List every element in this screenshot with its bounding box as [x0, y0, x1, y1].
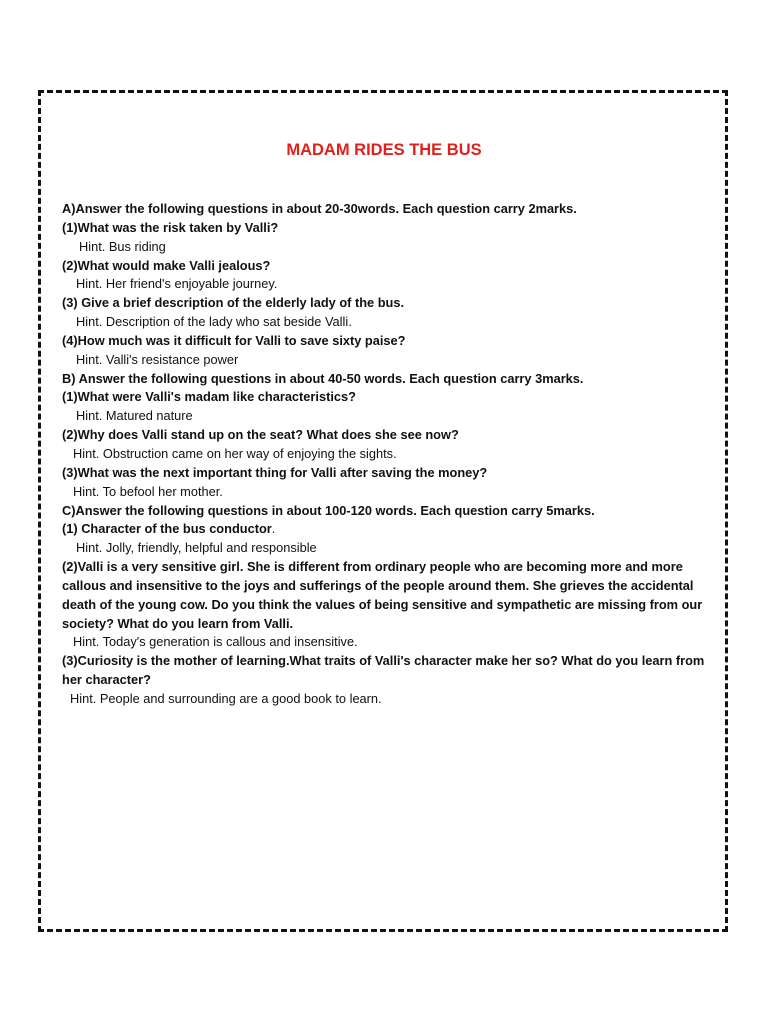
question-text: C)Answer the following questions in about 100-120 words. Each question carry 5marks.: [62, 502, 595, 518]
hint-line: [62, 407, 712, 426]
hint-line: [62, 633, 712, 652]
question-text: B) Answer the following questions in about 40-50 words. Each question carry 3marks.: [62, 370, 584, 386]
question-text: (1) Character of the bus conductor: [62, 521, 272, 537]
question-text: (1)What was the risk taken by Valli?: [62, 219, 279, 235]
punctuation: .: [271, 521, 276, 537]
question-line: [62, 200, 712, 219]
question-line: [62, 558, 712, 633]
hint-line: [62, 238, 712, 257]
hint-line: [62, 445, 712, 464]
question-text: (2)Valli is a very sensitive girl. She is different from ordinary people who are becoming more and more callous and insensitive to the joys and sufferings of the people around them. She grieves the accidental death of the young cow. Do you think the values of being sensitive and sympathetic are missing from our society? What do you learn from Valli.: [62, 559, 703, 631]
question-line: [62, 370, 712, 389]
question-text: (4)How much was it difficult for Valli to save sixty paise?: [62, 332, 406, 348]
question-text: (2)Why does Valli stand up on the seat? What does she see now?: [62, 427, 459, 443]
question-text: (3)Curiosity is the mother of learning.What traits of Valli's character make her so? What do you learn from her character?: [62, 653, 705, 688]
question-line: [62, 652, 712, 690]
question-line: [62, 257, 712, 276]
question-text: (2)What would make Valli jealous?: [62, 257, 271, 273]
hint-line: [62, 313, 712, 332]
hint-text: Hint. Bus riding: [79, 238, 166, 254]
question-line: [62, 426, 712, 445]
hint-text: Hint. People and surrounding are a good book to learn.: [70, 690, 382, 706]
question-line: [62, 332, 712, 351]
question-line: [62, 294, 712, 313]
hint-line: [62, 351, 712, 370]
question-text: (1)What were Valli's madam like characteristics?: [62, 389, 356, 405]
hint-text: Hint. Valli's resistance power: [76, 351, 239, 367]
question-text: A)Answer the following questions in about 20-30words. Each question carry 2marks.: [62, 201, 577, 216]
hint-line: [62, 483, 712, 502]
hint-line: [62, 275, 712, 294]
hint-text: Hint. Matured nature: [76, 408, 193, 424]
question-text: (3)What was the next important thing for Valli after saving the money?: [62, 464, 488, 480]
hint-line: [62, 539, 712, 558]
hint-text: Hint. Description of the lady who sat beside Valli.: [76, 314, 352, 330]
hint-line: [62, 690, 712, 709]
worksheet-content: [62, 200, 712, 709]
hint-text: Hint. Today's generation is callous and insensitive.: [73, 634, 358, 650]
question-line: [62, 464, 712, 483]
question-text: (3) Give a brief description of the elderly lady of the bus.: [62, 295, 405, 311]
question-line: [62, 388, 712, 407]
hint-text: Hint. To befool her mother.: [73, 483, 223, 499]
hint-text: Hint. Obstruction came on her way of enjoying the sights.: [73, 445, 397, 461]
page-title: MADAM RIDES THE BUS: [286, 141, 482, 159]
question-line: [62, 502, 712, 521]
hint-text: Hint. Jolly, friendly, helpful and responsible: [76, 540, 317, 556]
question-line: [62, 219, 712, 238]
hint-text: Hint. Her friend's enjoyable journey.: [76, 276, 278, 292]
question-line: [62, 520, 712, 539]
